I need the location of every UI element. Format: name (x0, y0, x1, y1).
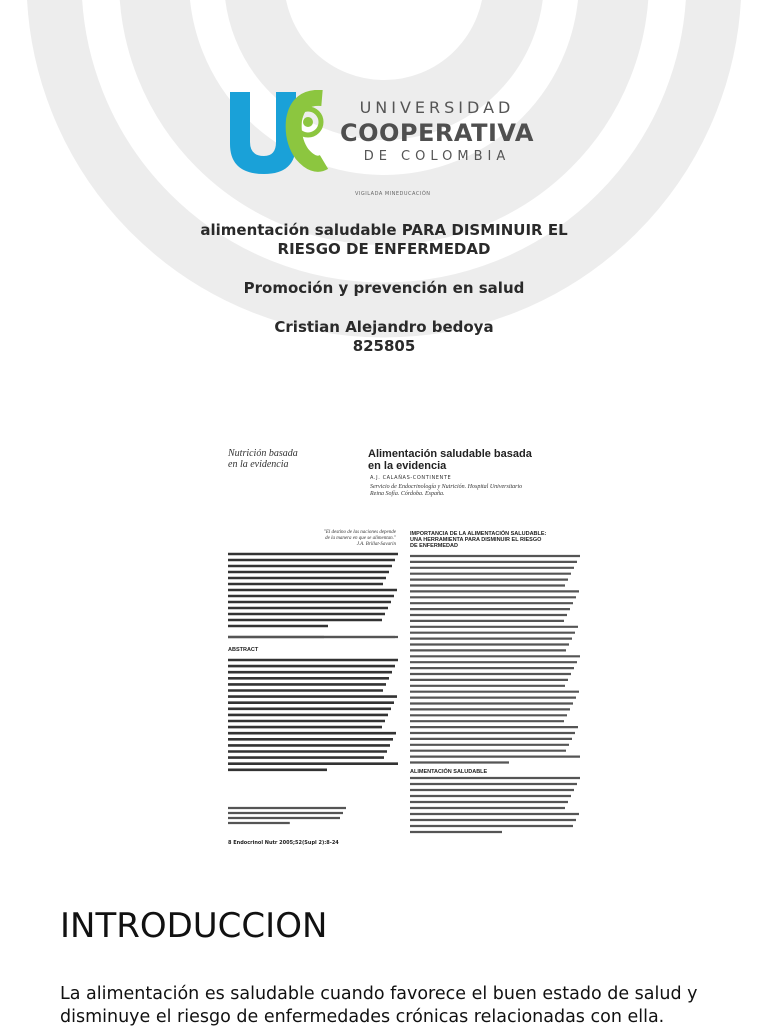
intro-heading: INTRODUCCION (60, 906, 328, 946)
intro-paragraph (60, 983, 740, 1029)
article-title-line2: en la evidencia (368, 460, 447, 472)
university-line2: COOPERATIVA (340, 119, 534, 147)
article-image (224, 440, 584, 860)
article-footer: 8 Endocrinol Nutr 2005;52(Supl 2):8-24 (228, 840, 339, 846)
vigilada-label: VIGILADA MINEDUCACIÓN (355, 191, 431, 197)
article-body-text (224, 440, 584, 860)
article-affil-line1: Servicio de Endocrinología y Nutrición. Hospital Universitario (370, 484, 523, 490)
article-section-line1: Nutrición basada (228, 448, 298, 459)
article-heading-saludable: ALIMENTACIÓN SALUDABLE (410, 769, 488, 775)
university-line3: DE COLOMBIA (363, 149, 511, 164)
article-section-line2: en la evidencia (228, 459, 289, 470)
cover-title-line1: alimentación saludable PARA DISMINUIR EL (200, 221, 568, 239)
article-title-line1: Alimentación saludable basada (368, 448, 532, 460)
university-line1: UNIVERSIDAD (359, 98, 515, 117)
university-name (340, 98, 534, 166)
article-affil-line2: Reina Sofía. Córdoba. España. (370, 491, 445, 497)
cover-student-id: 825805 (352, 337, 416, 355)
article-heading-importance-line3: DE ENFERMEDAD (410, 543, 458, 549)
article-heading-abstract: ABSTRACT (228, 647, 259, 653)
article-quote-line1: "El destino de las naciones depende (323, 530, 396, 535)
article-heading-importance-line2: UNA HERRAMIENTA PARA DISMINUIR EL RIESGO (410, 537, 542, 543)
cover-author: Cristian Alejandro bedoya (274, 318, 494, 336)
article-author: A.J. CALAÑAS-CONTINENTE (370, 475, 452, 481)
article-heading-importance-line1: IMPORTANCIA DE LA ALIMENTACIÓN SALUDABLE: (410, 531, 547, 537)
cover-title-line2: RIESGO DE ENFERMEDAD (277, 240, 491, 258)
article-quote-line3: J.A. Brillat-Savarin (356, 542, 396, 547)
intro-line2: disminuye el riesgo de enfermedades crónicas relacionadas con ella. (60, 1007, 665, 1027)
cover-course: Promoción y prevención en salud (243, 279, 525, 297)
intro-line1: La alimentación es saludable cuando favorece el buen estado de salud y (60, 984, 698, 1004)
article-quote-line2: de la manera en que se alimentan." (325, 536, 396, 541)
